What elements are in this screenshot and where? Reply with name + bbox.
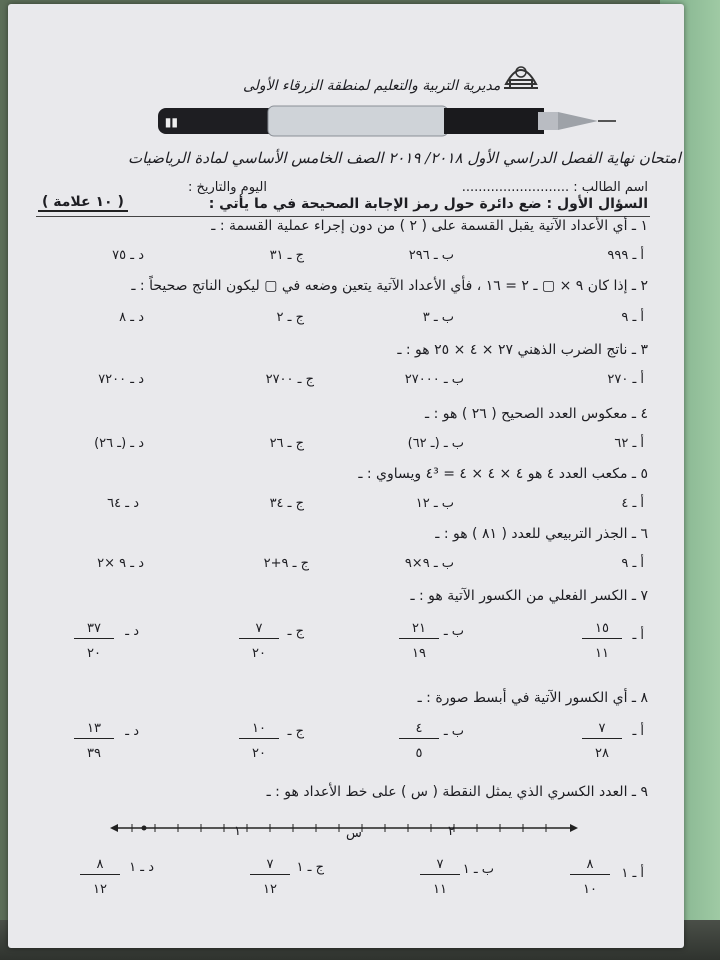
q5-option-d[interactable]: د ـ ٦٤ bbox=[107, 496, 139, 511]
q2-option-d[interactable]: د ـ ٨ bbox=[119, 310, 144, 325]
q8-label-c[interactable]: ج ـ bbox=[287, 724, 304, 739]
q4-option-b[interactable]: ب ـ (ـ ٦٢) bbox=[407, 436, 464, 451]
question-6: ٦ ـ الجذر التربيعي للعدد ( ٨١ ) هو : ـ bbox=[435, 526, 648, 542]
question-8: ٨ ـ أي الكسور الآتية في أبسط صورة : ـ bbox=[417, 690, 648, 706]
q7-label-b[interactable]: ب ـ bbox=[443, 624, 464, 639]
q3-option-d[interactable]: د ـ ٧٢٠٠ bbox=[98, 372, 144, 387]
q6-option-a[interactable]: أ ـ ٩ bbox=[621, 556, 644, 571]
q7-fraction-b[interactable]: ٢١ ١٩ bbox=[399, 620, 439, 663]
q6-option-d[interactable]: د ـ ٩ ×٢ bbox=[97, 556, 144, 571]
question-3: ٣ ـ ناتج الضرب الذهني ٢٧ × ٤ × ٢٥ هو : ـ bbox=[397, 342, 648, 358]
q6-option-b[interactable]: ب ـ ٩×٩ bbox=[404, 556, 454, 571]
marks-badge: ( ١٠ علامة ) bbox=[38, 194, 128, 212]
q7-fraction-d[interactable]: ٣٧ ٢٠ bbox=[74, 620, 114, 663]
q8-label-a[interactable]: أ ـ bbox=[632, 724, 644, 739]
q9-label-c[interactable]: ج ـ ١ bbox=[296, 860, 324, 875]
day-date-field: اليوم والتاريخ : bbox=[188, 180, 267, 195]
number-line bbox=[108, 814, 578, 844]
q8-fraction-a[interactable]: ٧ ٢٨ bbox=[582, 720, 622, 763]
q8-fraction-d[interactable]: ١٣ ٣٩ bbox=[74, 720, 114, 763]
question-9: ٩ ـ العدد الكسري الذي يمثل النقطة ( س ) على خط الأعداد هو : ـ bbox=[266, 784, 648, 800]
q8-label-d[interactable]: د ـ bbox=[125, 724, 139, 739]
numberline-label-one: ١ bbox=[234, 824, 241, 839]
question-2: ٢ ـ إذا كان ٩ × ▢ ـ ٢ = ١٦ ، فأي الأعداد الآتية يتعين وضعه في ▢ ليكون الناتج صحيحاً : ـ bbox=[131, 278, 648, 294]
q5-option-c[interactable]: ج ـ ٣٤ bbox=[269, 496, 304, 511]
q8-fraction-c[interactable]: ١٠ ٢٠ bbox=[239, 720, 279, 763]
q2-option-b[interactable]: ب ـ ٣ bbox=[422, 310, 454, 325]
q5-option-a[interactable]: أ ـ ٤ bbox=[621, 496, 644, 511]
question-1: ١ ـ أي الأعداد الآتية يقبل القسمة على ( ٢ ) من دون إجراء عملية القسمة : ـ bbox=[211, 218, 648, 234]
q9-label-d[interactable]: د ـ ١ bbox=[129, 860, 154, 875]
q4-option-c[interactable]: ج ـ ٢٦ bbox=[269, 436, 304, 451]
numberline-point-s: س bbox=[346, 826, 362, 841]
section-title: السؤال الأول : ضع دائرة حول رمز الإجابة الصحيحة في ما يأتي : bbox=[208, 196, 648, 212]
q4-option-a[interactable]: أ ـ ٦٢ bbox=[614, 436, 644, 451]
jordan-emblem-icon bbox=[496, 54, 546, 94]
divider bbox=[36, 216, 650, 217]
q8-label-b[interactable]: ب ـ bbox=[443, 724, 464, 739]
q9-label-a[interactable]: أ ـ ١ bbox=[621, 866, 644, 881]
q4-option-d[interactable]: د ـ (ـ ٢٦) bbox=[94, 436, 144, 451]
q7-fraction-c[interactable]: ٧ ٢٠ bbox=[239, 620, 279, 663]
q2-option-c[interactable]: ج ـ ٢ bbox=[276, 310, 304, 325]
q8-fraction-b[interactable]: ٤ ٥ bbox=[399, 720, 439, 763]
directorate-line: مديرية التربية والتعليم لمنطقة الزرقاء الأولى bbox=[243, 78, 501, 94]
numberline-label-two: ٢ bbox=[448, 824, 455, 839]
q5-option-b[interactable]: ب ـ ١٢ bbox=[415, 496, 454, 511]
q7-label-a[interactable]: أ ـ bbox=[632, 628, 644, 643]
exam-title: امتحان نهاية الفصل الدراسي الأول ٢٠١٨/ ٢٠١٩ الصف الخامس الأساسي لمادة الرياضيات bbox=[128, 149, 681, 167]
q3-option-a[interactable]: أ ـ ٢٧٠ bbox=[607, 372, 644, 387]
q9-fraction-d[interactable]: ٨ ١٢ bbox=[80, 856, 120, 899]
q1-option-c[interactable]: ج ـ ٣١ bbox=[269, 248, 304, 263]
q9-fraction-b[interactable]: ٧ ١١ bbox=[420, 856, 460, 899]
exam-paper bbox=[8, 4, 684, 948]
question-4: ٤ ـ معكوس العدد الصحيح ( ٢٦ ) هو : ـ bbox=[425, 406, 648, 422]
q6-option-c[interactable]: ج ـ ٩+٢ bbox=[263, 556, 309, 571]
q1-option-b[interactable]: ب ـ ٢٩٦ bbox=[408, 248, 454, 263]
q3-option-b[interactable]: ب ـ ٢٧٠٠٠ bbox=[404, 372, 464, 387]
q1-option-a[interactable]: أ ـ ٩٩٩ bbox=[607, 248, 644, 263]
q9-fraction-a[interactable]: ٨ ١٠ bbox=[570, 856, 610, 899]
q2-option-a[interactable]: أ ـ ٩ bbox=[621, 310, 644, 325]
svg-text:▮▮: ▮▮ bbox=[164, 115, 178, 129]
pen-image bbox=[158, 100, 618, 144]
q7-fraction-a[interactable]: ١٥ ١١ bbox=[582, 620, 622, 663]
q7-label-d[interactable]: د ـ bbox=[125, 624, 139, 639]
q1-option-d[interactable]: د ـ ٧٥ bbox=[112, 248, 144, 263]
q9-fraction-c[interactable]: ٧ ١٢ bbox=[250, 856, 290, 899]
question-7: ٧ ـ الكسر الفعلي من الكسور الآتية هو : ـ bbox=[410, 588, 648, 604]
student-name-field: اسم الطالب : .......................... bbox=[461, 180, 648, 195]
q3-option-c[interactable]: ج ـ ٢٧٠٠ bbox=[265, 372, 314, 387]
q7-label-c[interactable]: ج ـ bbox=[287, 624, 304, 639]
q9-label-b[interactable]: ب ـ ١ bbox=[462, 862, 494, 877]
question-5: ٥ ـ مكعب العدد ٤ هو ٤ × ٤ × ٤ = ٤³ ويساوي : ـ bbox=[358, 466, 648, 482]
